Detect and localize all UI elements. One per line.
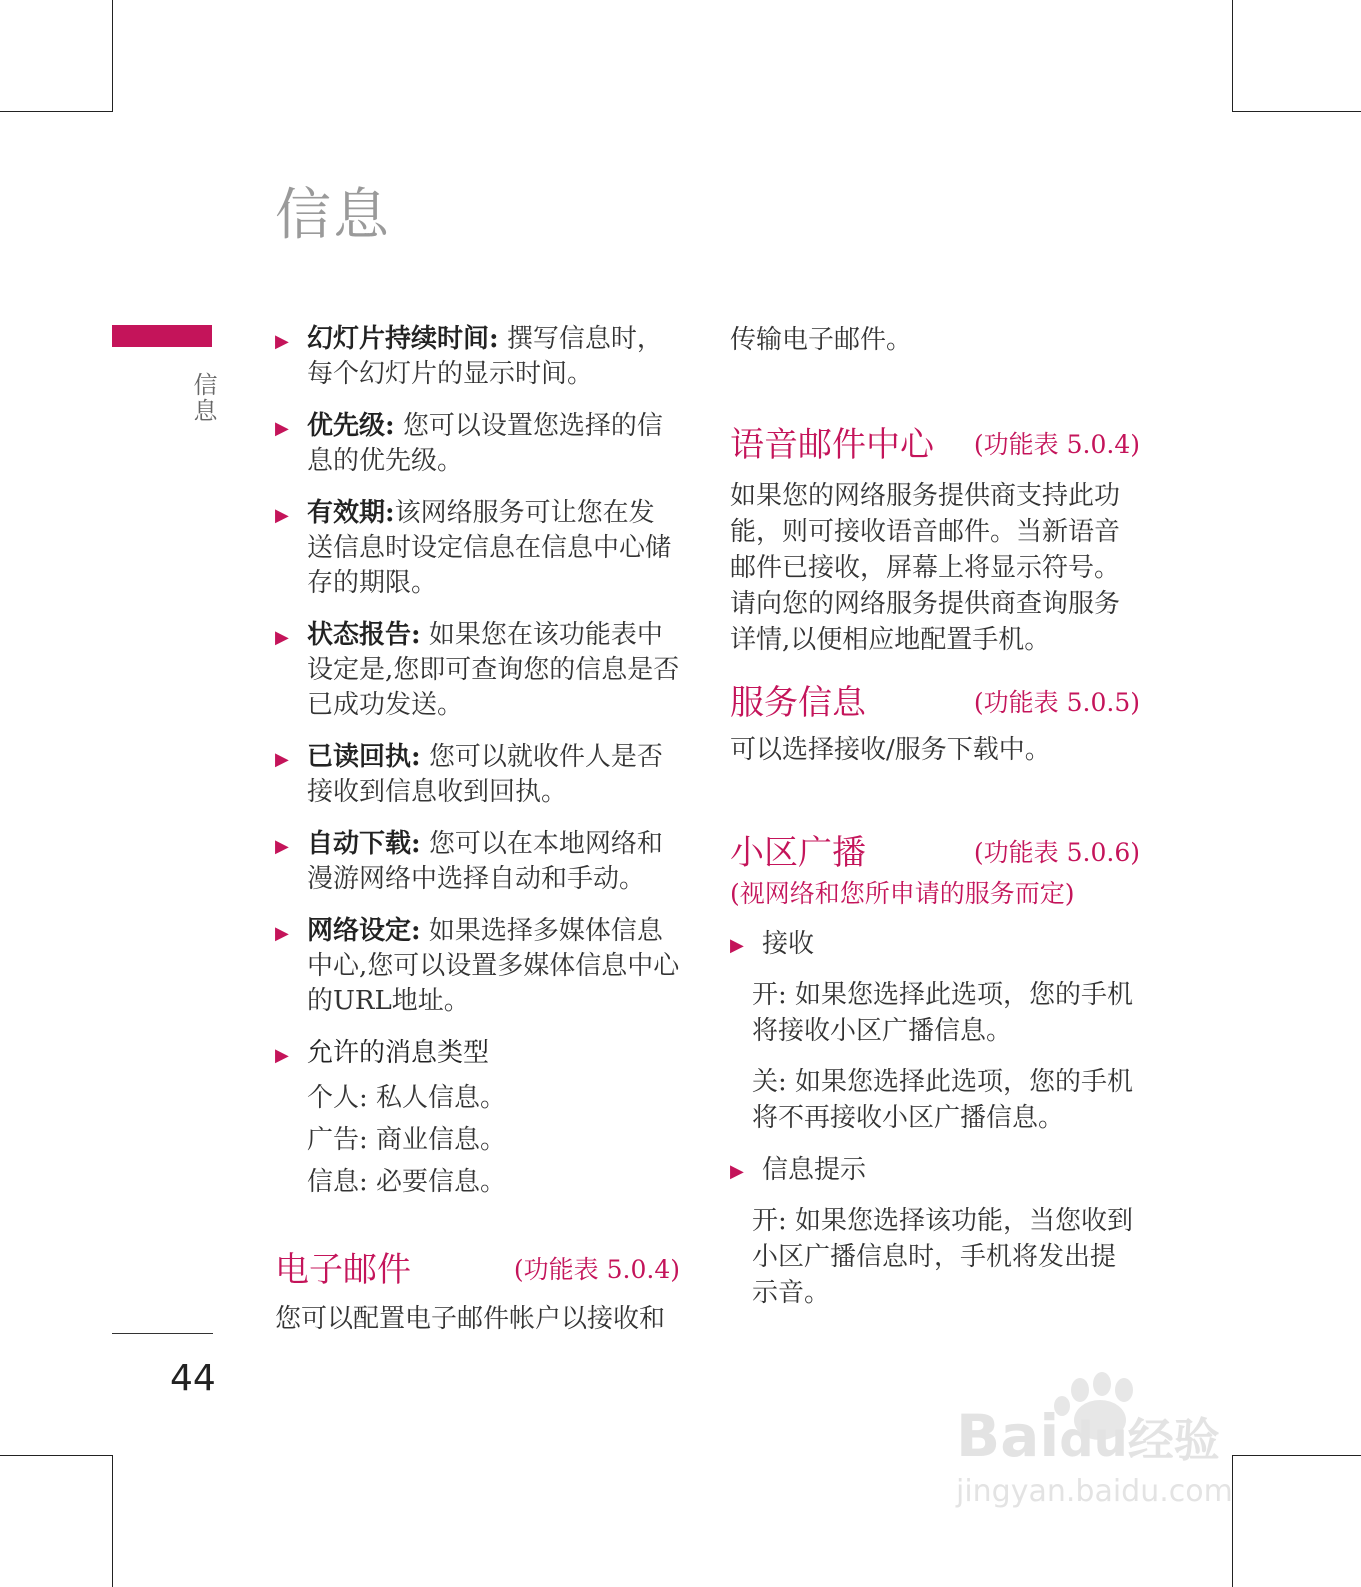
triangle-bullet-icon: ▶ — [275, 331, 289, 352]
alert-on-text: 开: 如果您选择该功能，当您收到小区广播信息时，手机将发出提示音。 — [752, 1206, 1134, 1308]
message-type-info: 信息: 必要信息。 — [307, 1167, 507, 1197]
crop-mark — [0, 111, 113, 112]
receive-on-text: 开: 如果您选择此选项，您的手机将接收小区广播信息。 — [752, 980, 1134, 1046]
list-item: ▶ 优先级: 您可以设置您选择的信息的优先级。 — [275, 411, 663, 476]
crop-mark — [1232, 111, 1361, 112]
triangle-bullet-icon: ▶ — [275, 418, 289, 439]
list-item: ▶ 网络设定: 如果选择多媒体信息中心,您可以设置多媒体信息中心的URL地址。 — [275, 916, 680, 1016]
menu-reference: (功能表 5.0.4) — [513, 1255, 680, 1284]
list-item: ▶ 幻灯片持续时间: 撰写信息时，每个幻灯片的显示时间。 — [275, 324, 663, 389]
message-type-advert: 广告: 商业信息。 — [307, 1125, 507, 1155]
triangle-bullet-icon: ▶ — [275, 923, 289, 944]
crop-mark — [0, 1455, 113, 1456]
receive-off-text: 关: 如果您选择此选项，您的手机将不再接收小区广播信息。 — [752, 1067, 1134, 1133]
crop-mark — [112, 1455, 113, 1587]
triangle-bullet-icon: ▶ — [730, 1161, 744, 1182]
page-number-rule — [112, 1333, 213, 1334]
baidu-watermark-logo — [950, 1370, 1270, 1520]
section-heading-voicemail: 语音邮件中心 (功能表 5.0.4) — [730, 422, 1140, 468]
watermark-url: jingyan.baidu.com — [956, 1474, 1233, 1509]
right-column — [730, 322, 1140, 1311]
list-item: ▶ 有效期:该网络服务可让您在发送信息时设定信息在信息中心储存的期限。 — [275, 498, 672, 598]
list-item: ▶ 接收 — [730, 926, 1140, 962]
triangle-bullet-icon: ▶ — [730, 935, 744, 956]
email-text-continued: 传输电子邮件。 — [730, 325, 913, 355]
service-text: 可以选择接收/服务下载中。 — [730, 735, 1051, 765]
list-item: ▶ 已读回执: 您可以就收件人是否接收到信息收到回执。 — [275, 742, 663, 807]
triangle-bullet-icon: ▶ — [275, 749, 289, 770]
page-number: 44 — [170, 1358, 216, 1399]
triangle-bullet-icon: ▶ — [275, 836, 289, 857]
list-item: ▶ 信息提示 — [730, 1152, 1140, 1188]
section-side-label: 信息 — [189, 372, 217, 424]
page-title: 信息 — [275, 183, 391, 248]
list-item: ▶ 自动下载: 您可以在本地网络和漫游网络中选择自动和手动。 — [275, 829, 663, 894]
section-heading-service: 服务信息 (功能表 5.0.5) — [730, 680, 1140, 726]
watermark-brand-jingyan: 经验 — [1127, 1413, 1220, 1467]
menu-reference: (功能表 5.0.6) — [973, 838, 1140, 867]
crop-mark — [112, 0, 113, 112]
triangle-bullet-icon: ▶ — [275, 505, 289, 526]
broadcast-note: (视网络和您所申请的服务而定) — [730, 879, 1075, 908]
triangle-bullet-icon: ▶ — [275, 627, 289, 648]
message-type-personal: 个人: 私人信息。 — [307, 1083, 507, 1113]
email-text: 您可以配置电子邮件帐户以接收和 — [275, 1304, 666, 1334]
section-heading-broadcast: 小区广播 (功能表 5.0.6) — [730, 830, 1140, 876]
menu-reference: (功能表 5.0.4) — [973, 430, 1140, 459]
menu-reference: (功能表 5.0.5) — [973, 688, 1140, 717]
list-item: ▶ 状态报告: 如果您在该功能表中设定是,您即可查询您的信息是否已成功发送。 — [275, 620, 680, 720]
watermark-brand: Bai — [956, 1402, 1060, 1470]
watermark-brand-du: du — [1059, 1412, 1128, 1468]
list-item: ▶ 允许的消息类型 — [275, 1036, 680, 1071]
voicemail-text: 如果您的网络服务提供商支持此功能，则可接收语音邮件。当新语音邮件已接收，屏幕上将显示符号。请向您的网络服务提供商查询服务详情,以便相应地配置手机。 — [730, 481, 1121, 655]
triangle-bullet-icon: ▶ — [275, 1045, 289, 1066]
crop-mark — [1232, 0, 1233, 112]
section-tab-bar — [112, 325, 212, 347]
left-column — [275, 322, 680, 1337]
section-heading-email: 电子邮件 (功能表 5.0.4) — [275, 1247, 680, 1293]
